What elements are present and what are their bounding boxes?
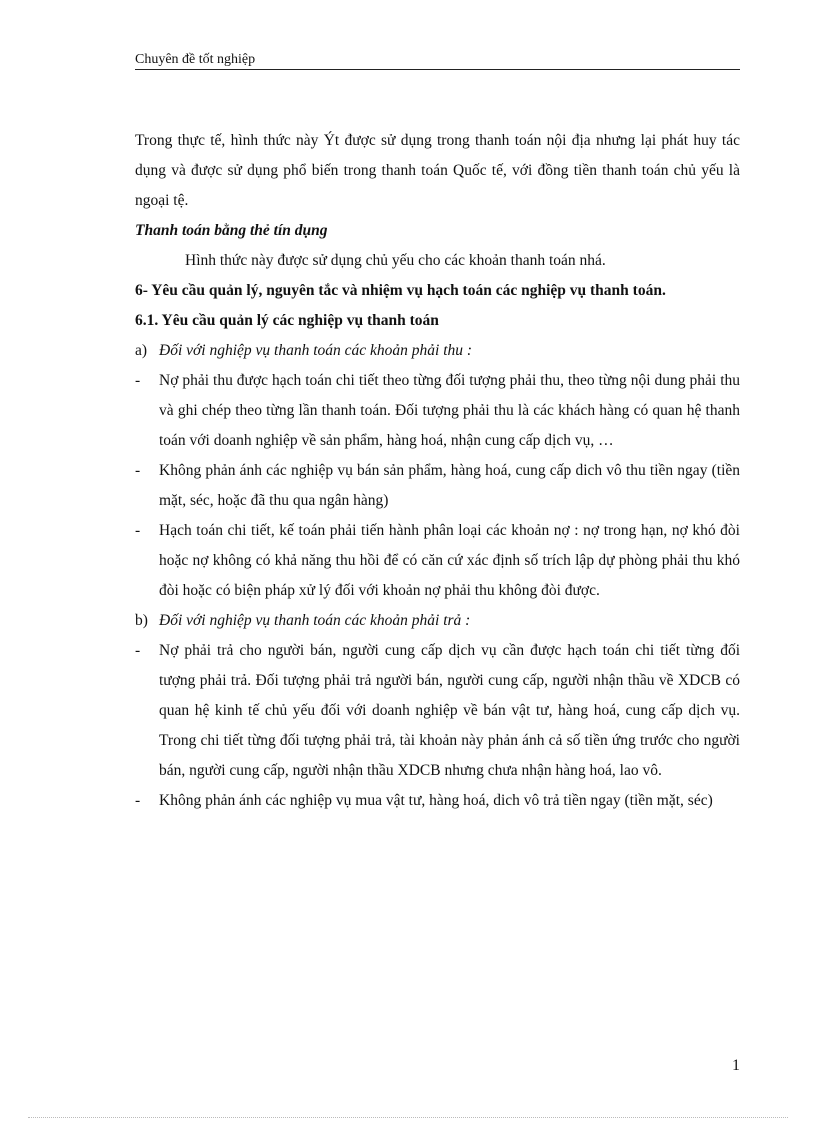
section-6-1-heading: 6.1. Yêu cầu quản lý các nghiệp vụ thanh toán — [135, 312, 439, 329]
bullet-dash: - — [135, 792, 141, 809]
intro-paragraph: Trong thực tế, hình thức này Ýt được sử dụng trong thanh toán nội địa nhưng lại phát huy tác dụng và được sử dụng phổ biến trong thanh toán Quốc tế, với đồng tiền thanh toán chủ yếu là ngoại tệ. — [135, 132, 740, 209]
list-item-text: Không phản ánh các nghiệp vụ bán sản phẩm, hàng hoá, cung cấp dich vô thu tiền ngay (tiền mặt, séc, hoặc đã thu qua ngân hàng) — [159, 462, 740, 509]
list-item-text: Nợ phải trả cho người bán, người cung cấp dịch vụ cần được hạch toán chi tiết từng đối tượng phải trả. Đối tượng phải trả người bán, người cung cấp, người nhận thầu về XDCB có quan hệ kinh tế chủ yếu đối với doanh nghiệp về bán vật tư, hàng hoá, cung cấp dịch vụ. Trong chi tiết từng đối tượng phải trả, tài khoản này phản ánh cả số tiền ứng trước cho người bán, người cung cấp, người nhận thầu XDCB nhưng chưa nhận hàng hoá, lao vô. — [159, 642, 740, 779]
list-item — [135, 366, 740, 456]
subsection-title: Đối với nghiệp vụ thanh toán các khoản phải thu : — [159, 342, 473, 359]
list-item — [135, 636, 740, 786]
page-number: 1 — [732, 1057, 740, 1074]
list-item — [135, 786, 740, 816]
bullet-dash: - — [135, 522, 141, 539]
list-item-text: Không phản ánh các nghiệp vụ mua vật tư, hàng hoá, dich vô trả tiền ngay (tiền mặt, séc) — [159, 792, 713, 809]
credit-card-paragraph: Hình thức này được sử dụng chủ yếu cho các khoản thanh toán nhá. — [185, 252, 606, 269]
subsection-label: b) — [135, 612, 148, 629]
list-item-text: Nợ phải thu được hạch toán chi tiết theo từng đối tượng phải thu, theo từng nội dung phải thu và ghi chép theo từng lần thanh toán. Đối tượng phải thu là các khách hàng có quan hệ thanh toán với doanh nghiệp về sản phẩm, hàng hoá, nhận cung cấp dịch vụ, … — [159, 372, 740, 449]
list-item — [135, 456, 740, 516]
list-item-text: Hạch toán chi tiết, kế toán phải tiến hành phân loại các khoản nợ : nợ trong hạn, nợ khó đòi hoặc nợ không có khả năng thu hồi để có căn cứ xác định số trích lập dự phòng phải thu khó đòi hoặc có biện pháp xử lý đối với khoản nợ phải thu không đòi được. — [159, 522, 740, 599]
header-title: Chuyên đề tốt nghiệp — [135, 52, 256, 67]
page-bottom-divider — [28, 1117, 788, 1118]
bullet-dash: - — [135, 372, 141, 389]
credit-card-heading: Thanh toán bằng thẻ tín dụng — [135, 222, 328, 239]
document-body — [135, 126, 740, 816]
bullet-dash: - — [135, 642, 141, 659]
subsection-b-heading — [135, 606, 740, 636]
list-item — [135, 516, 740, 606]
bullet-dash: - — [135, 462, 141, 479]
subsection-a-heading — [135, 336, 740, 366]
subsection-title: Đối với nghiệp vụ thanh toán các khoản phải trả : — [159, 612, 471, 629]
section-6-heading: 6- Yêu cầu quản lý, nguyên tắc và nhiệm vụ hạch toán các nghiệp vụ thanh toán. — [135, 282, 666, 299]
page-header — [135, 51, 740, 70]
subsection-label: a) — [135, 342, 148, 359]
